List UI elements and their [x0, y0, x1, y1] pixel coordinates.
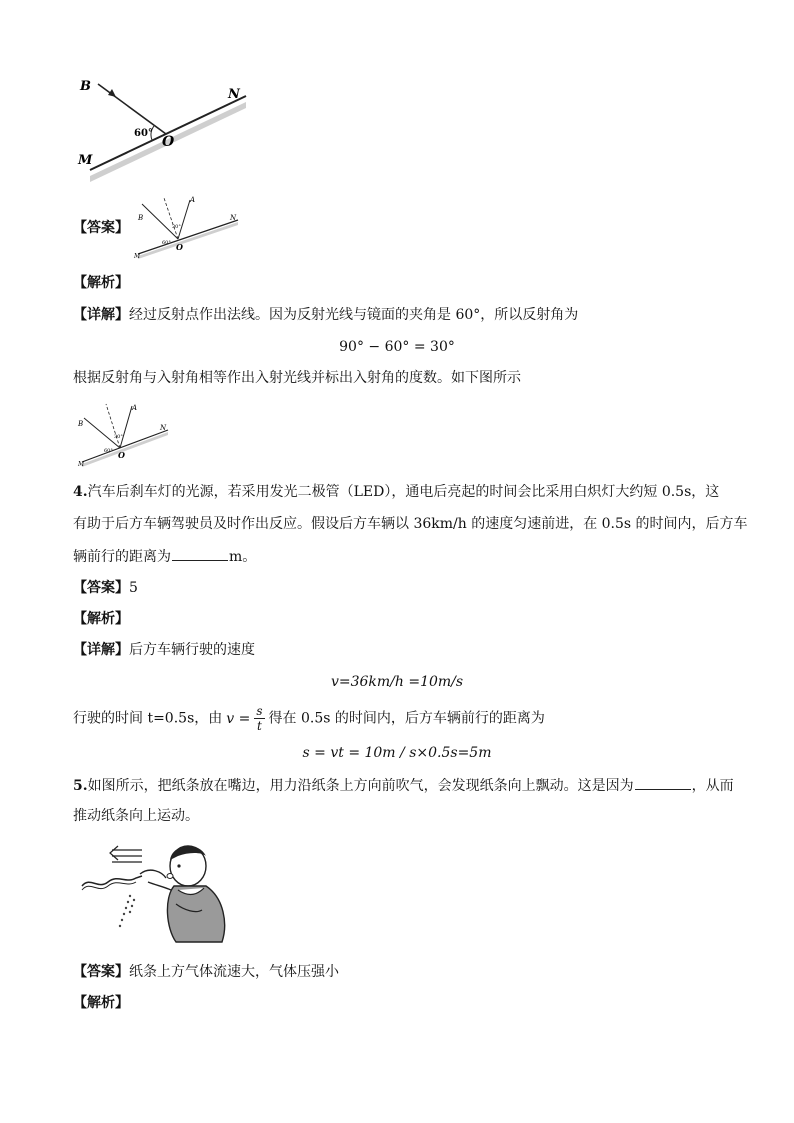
svg-text:O: O [176, 242, 183, 252]
svg-text:O: O [118, 450, 125, 460]
q5-analysis-label: 【解析】 [73, 995, 129, 1011]
mirror-surface [90, 96, 246, 170]
label-n: N [228, 87, 240, 102]
mirror-diagram [76, 72, 256, 182]
q4-line3: 辆前行的距离为 m。 [73, 546, 256, 567]
incident-ray [98, 84, 166, 134]
answer-diagram-2 [76, 398, 172, 470]
q4-detail: 【详解】后方车辆行驶的速度 [73, 642, 255, 658]
svg-text:M: M [78, 461, 85, 468]
q4-formula1: v=36km/h =10m/s [330, 674, 464, 690]
svg-text:A: A [190, 196, 196, 204]
q3-text2: 根据反射角与入射角相等作出入射光线并标出入射角的度数。如下图所示 [73, 370, 521, 386]
label-b: B [80, 79, 91, 94]
boy-blowing-paper-illustration [78, 838, 238, 950]
fraction-s-over-t: $\frac{s}{t}$ [256, 704, 263, 733]
q5-answer: 【答案】纸条上方气体流速大，气体压强小 [73, 964, 339, 980]
svg-text:60°: 60° [162, 240, 171, 246]
svg-text:A: A [132, 404, 138, 412]
svg-text:M: M [134, 253, 141, 260]
q3-detail: 【详解】经过反射点作出法线。因为反射光线与镜面的夹角是 60°，所以反射角为 [73, 307, 579, 323]
q4-analysis-label: 【解析】 [73, 611, 129, 627]
label-m: M [78, 153, 93, 168]
svg-text:N: N [230, 214, 237, 222]
svg-text:N: N [160, 424, 167, 432]
q3-formula: 90° − 60° = 30° [339, 339, 455, 355]
label-o: O [162, 134, 175, 150]
q5-line2: 推动纸条向上运动。 [73, 808, 199, 824]
svg-text:B: B [78, 420, 84, 428]
q4-text2: 行驶的时间 t=0.5s，由 v = $\frac{s}{t}$ 得在 0.5s 的时间内，后方车辆前行的距离为 [73, 704, 545, 733]
q5-blank[interactable] [635, 775, 691, 790]
q3-answer-label: 【答案】 [73, 220, 129, 236]
svg-text:30°: 30° [172, 224, 181, 230]
svg-text:B: B [138, 214, 144, 222]
q3-analysis-label: 【解析】 [73, 275, 129, 291]
q5-line1: 5.如图所示，把纸条放在嘴边，用力沿纸条上方向前吹气，会发现纸条向上飘动。这是因为 ，从而 [73, 775, 734, 796]
q4-blank[interactable] [172, 546, 228, 561]
svg-text:60°: 60° [104, 448, 113, 454]
q4-formula2: s = vt = 10m / s×0.5s=5m [302, 745, 492, 761]
answer-diagram-1 [132, 192, 244, 262]
q4-answer: 【答案】5 [73, 580, 138, 596]
q4-line1: 4.汽车后刹车灯的光源，若采用发光二极管（LED），通电后亮起的时间会比采用白炽灯大约短 0.5s，这 [73, 484, 720, 500]
svg-text:30°: 30° [114, 434, 123, 440]
q4-line2: 有助于后方车辆驾驶员及时作出反应。假设后方车辆以 36km/h 的速度匀速前进，在 0.5s 的时间内，后方车 [73, 516, 748, 532]
angle-label: 60° [134, 128, 153, 139]
